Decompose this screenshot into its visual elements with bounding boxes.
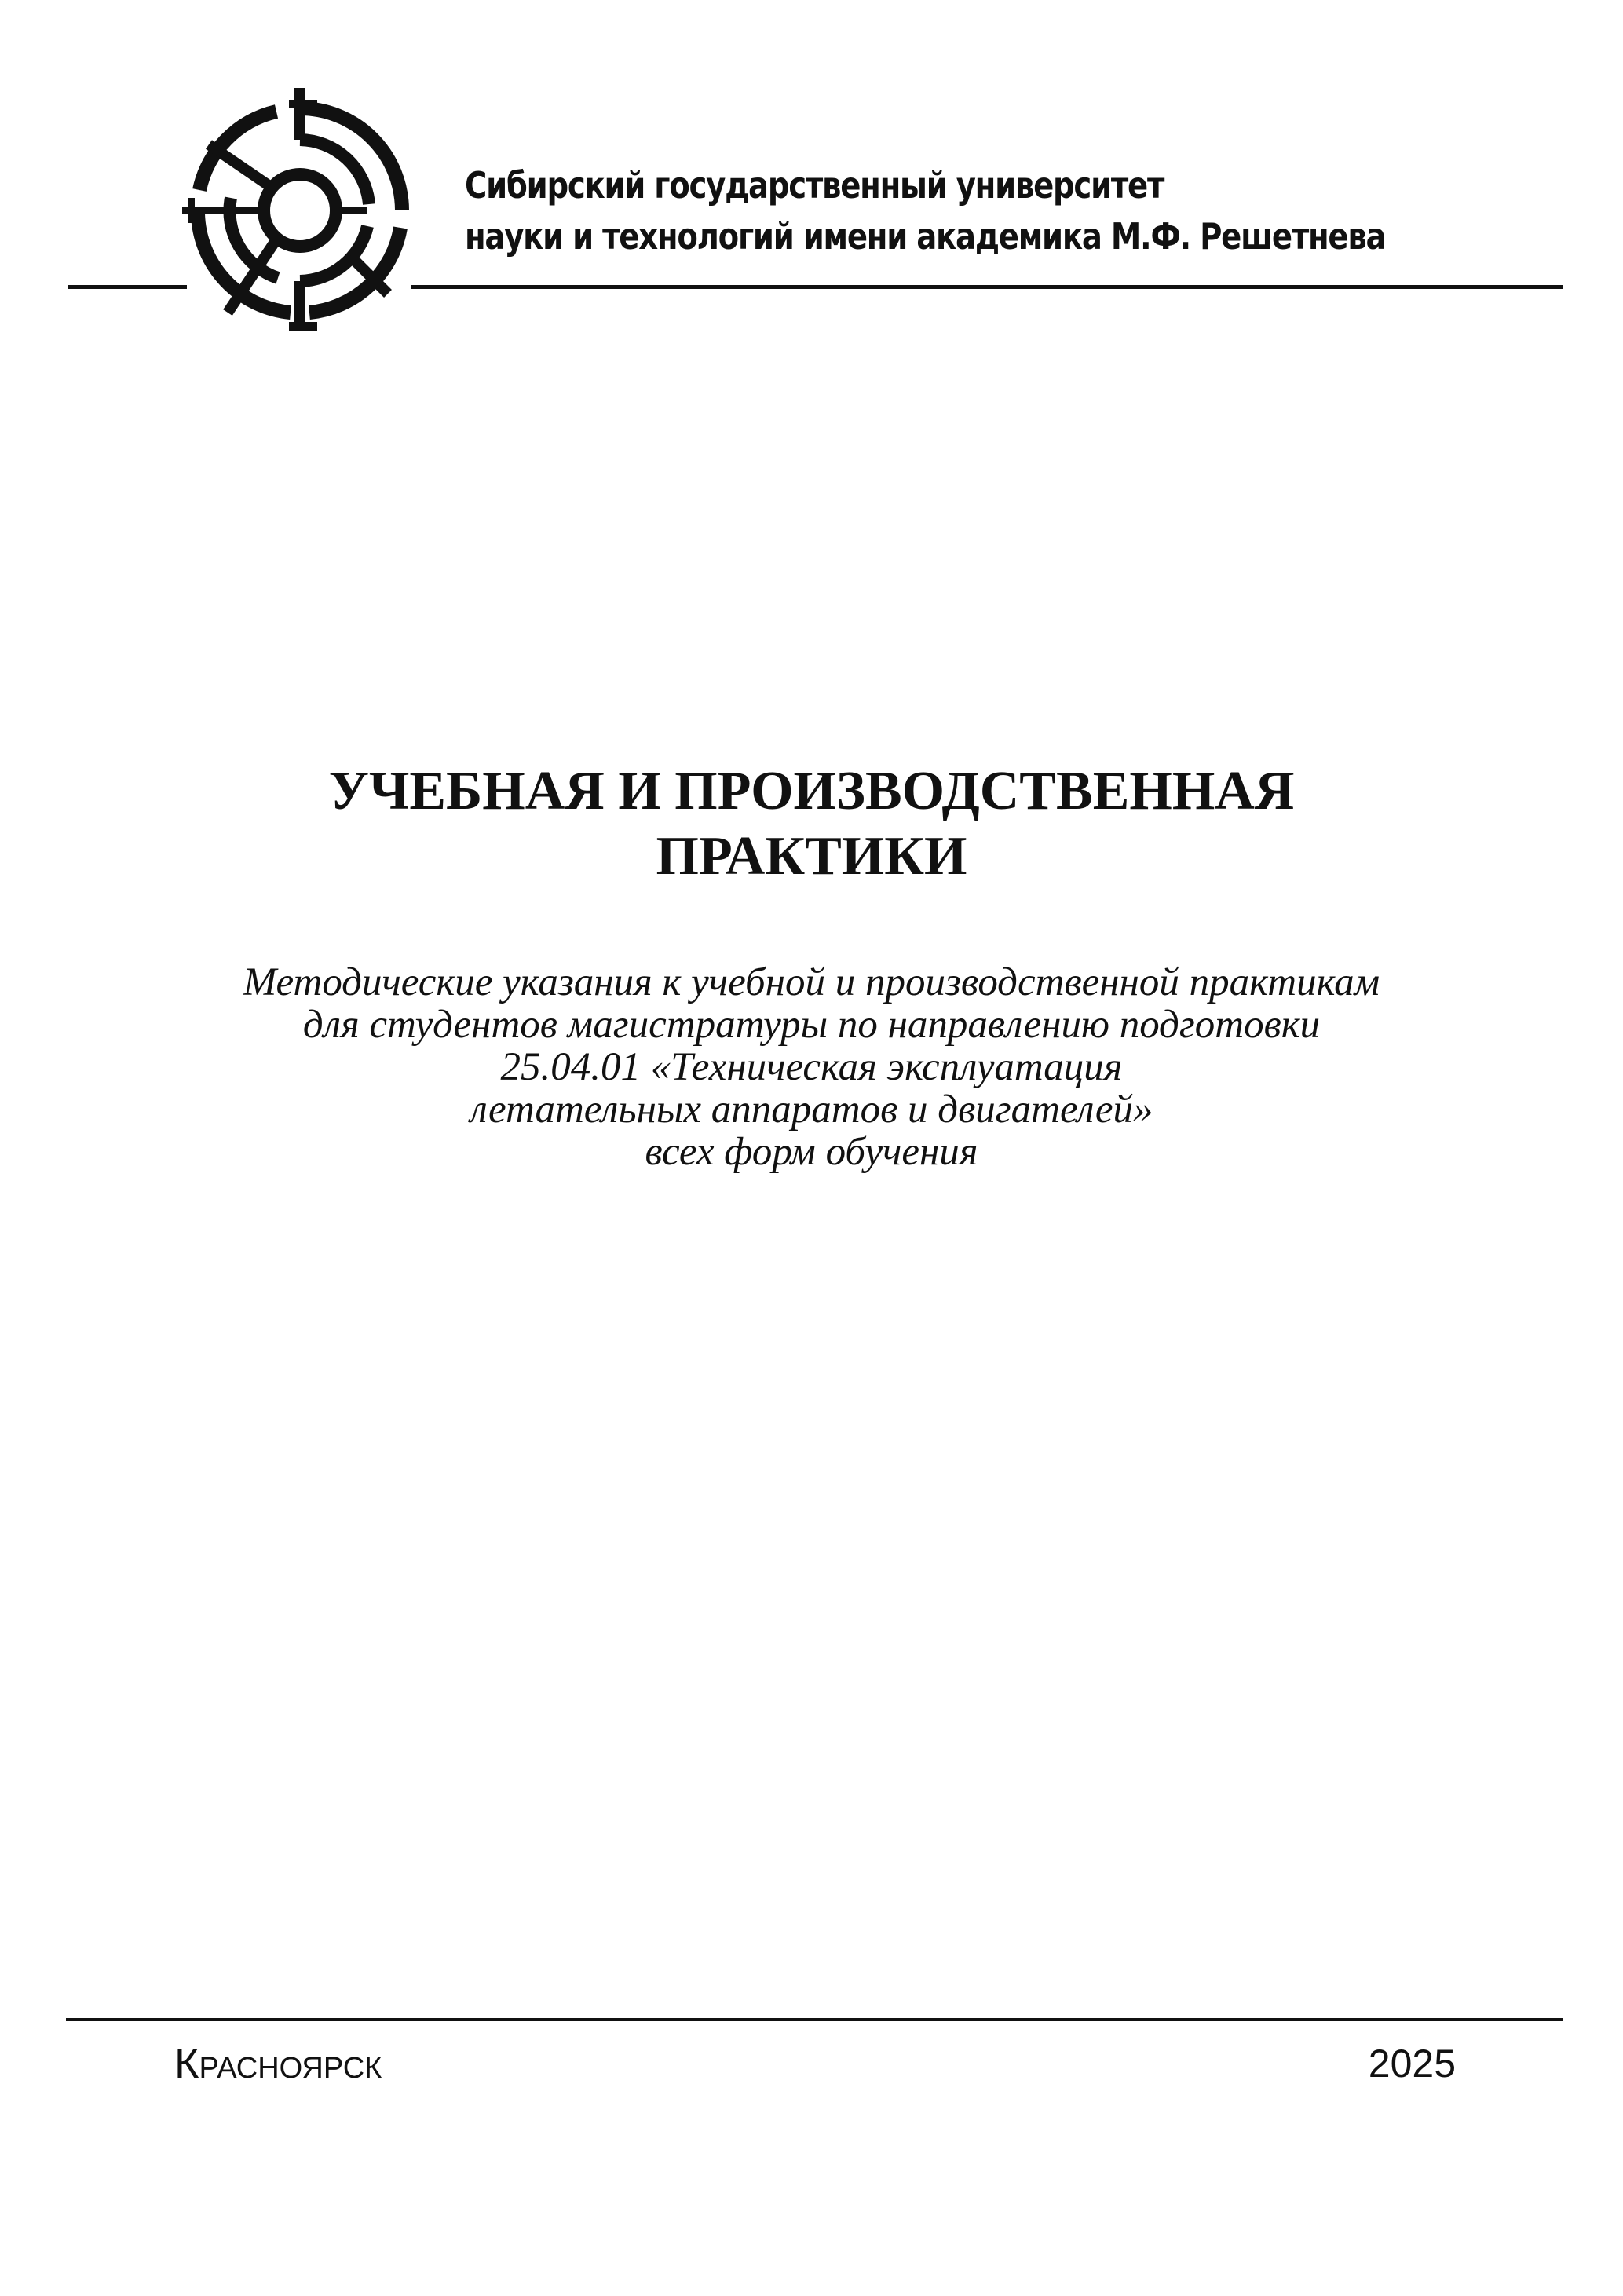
university-name-line-1: Сибирский государственный университет <box>465 164 1164 207</box>
subtitle-line-4: летательных аппаратов и двигателей» <box>470 1088 1153 1132</box>
university-name <box>465 160 1388 262</box>
subtitle-line-5: всех форм обучения <box>645 1130 978 1174</box>
subtitle-line-3: 25.04.01 «Техническая эксплуатация <box>500 1045 1123 1089</box>
subtitle-line-1: Методические указания к учебной и производственной практикам <box>243 960 1380 1004</box>
university-emblem-icon <box>182 88 418 338</box>
publication-city: Красноярск <box>174 2040 382 2087</box>
footer-rule <box>66 2018 1563 2021</box>
header-rule-left <box>68 285 187 289</box>
document-title-line-2: ПРАКТИКИ <box>656 826 967 887</box>
subtitle-line-2: для студентов магистратуры по направлению подготовки <box>302 1003 1321 1047</box>
document-title <box>0 759 1623 889</box>
header-rule-right <box>411 285 1563 289</box>
document-title-line-1: УЧЕБНАЯ И ПРОИЗВОДСТВЕННАЯ <box>328 761 1295 821</box>
publication-year: 2025 <box>1368 2042 1456 2086</box>
document-subtitle <box>0 961 1623 1173</box>
university-name-line-2: науки и технологий имени академика М.Ф. Решетнева <box>465 215 1386 258</box>
